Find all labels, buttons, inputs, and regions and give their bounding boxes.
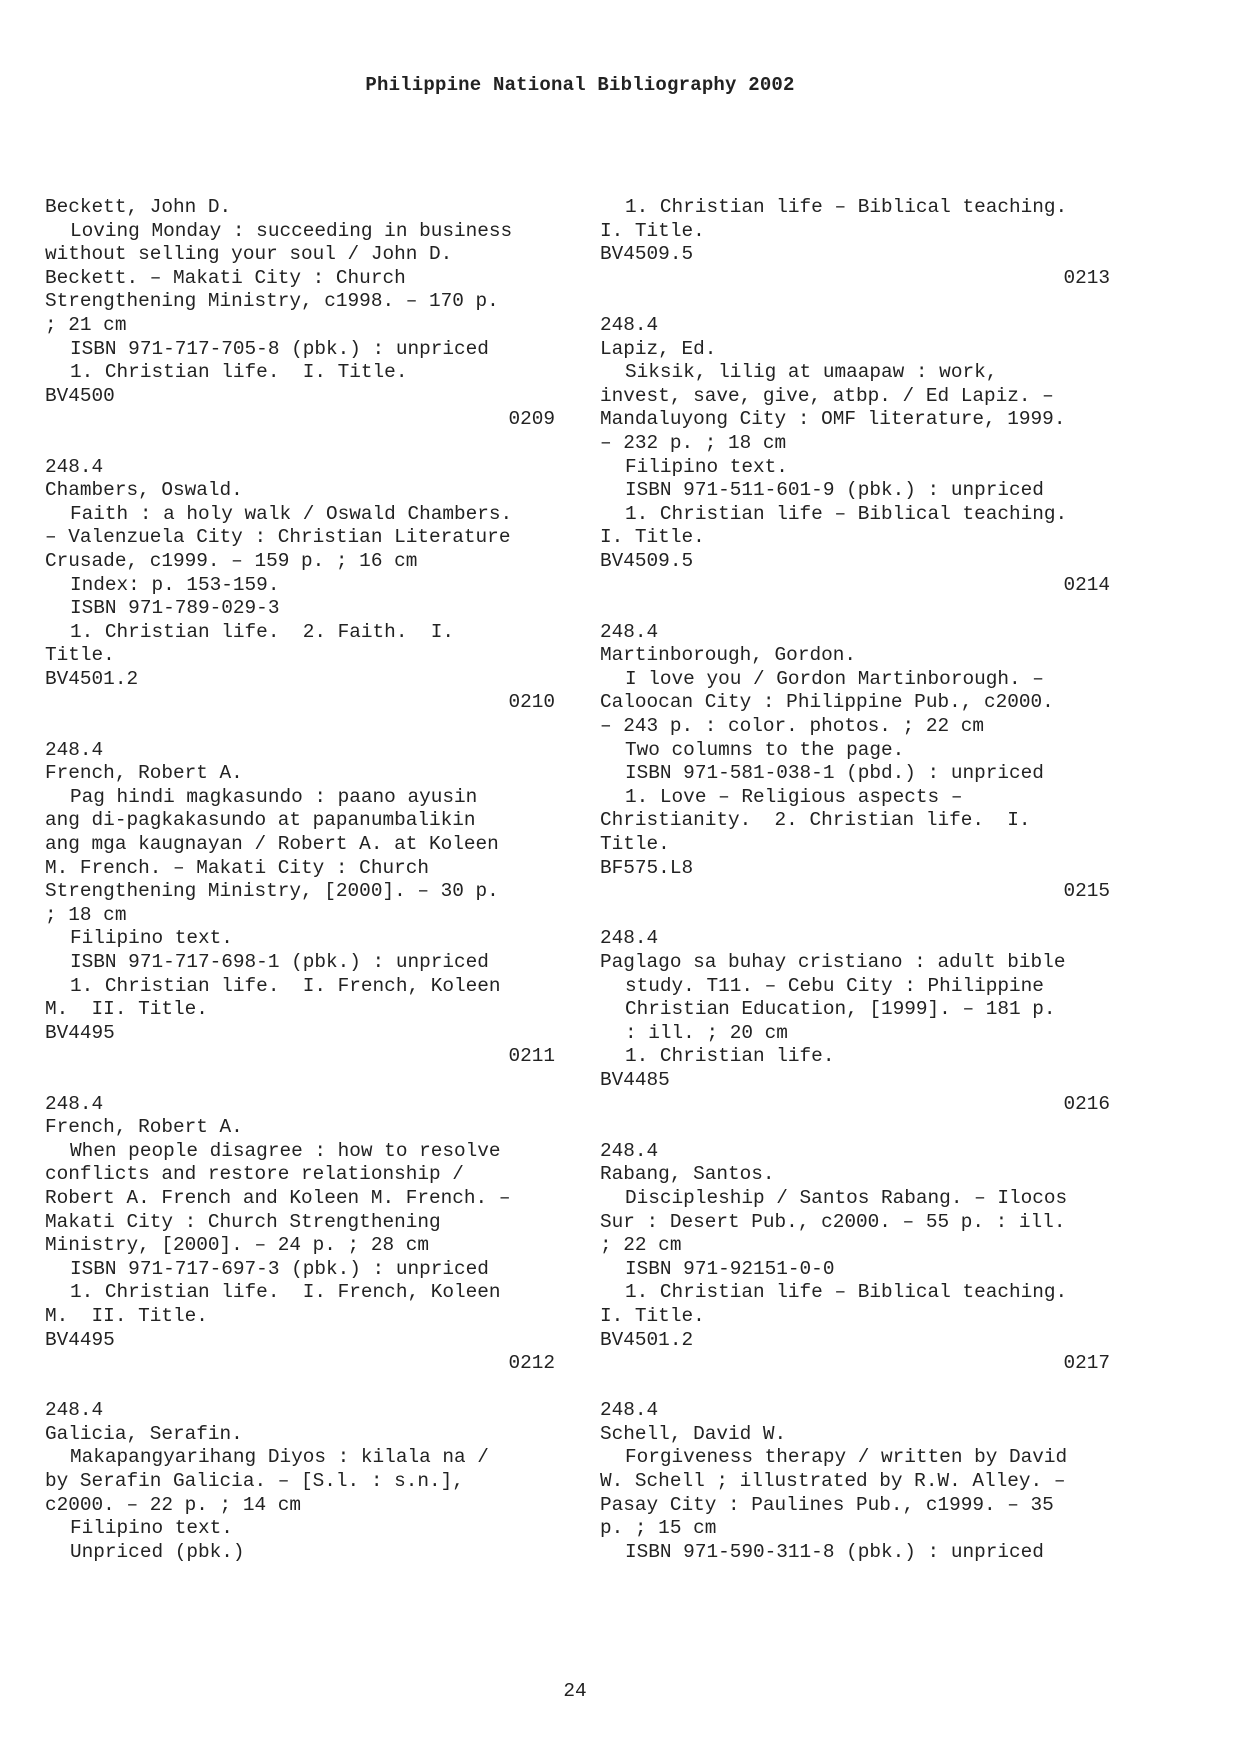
entry-spacer bbox=[600, 904, 1110, 928]
entry-number: 0212 bbox=[508, 1352, 555, 1375]
page-title: Philippine National Bibliography 2002 bbox=[365, 74, 795, 96]
entry-line: ISBN 971-789-029-3 bbox=[70, 597, 280, 620]
entry-line: Makapangyarihang Diyos : kilala na / bbox=[70, 1446, 489, 1469]
entry-line: conflicts and restore relationship / bbox=[45, 1163, 464, 1186]
page-number: 24 bbox=[563, 1680, 587, 1702]
entry-line: Beckett. – Makati City : Church bbox=[45, 266, 406, 289]
entry-line: without selling your soul / John D. bbox=[45, 243, 453, 266]
entry-line: Crusade, c1999. – 159 p. ; 16 cm bbox=[45, 549, 418, 572]
entry-number: 0210 bbox=[508, 691, 555, 714]
entry-line: Paglago sa buhay cristiano : adult bible bbox=[600, 951, 1066, 973]
entry-line: Sur : Desert Pub., c2000. – 55 p. : ill. bbox=[600, 1210, 1066, 1233]
bibliography-entry bbox=[45, 1399, 555, 1564]
entry-line: Beckett, John D. bbox=[45, 196, 232, 218]
entry-line: 1. Christian life. I. French, Koleen bbox=[70, 1281, 501, 1304]
entry-line: 1. Christian life – Biblical teaching. bbox=[625, 1281, 1068, 1304]
entry-line: c2000. – 22 p. ; 14 cm bbox=[45, 1493, 301, 1516]
entry-line: 1. Christian life. I. Title. bbox=[70, 361, 408, 384]
entry-line: ISBN 971-590-311-8 (pbk.) : unpriced bbox=[625, 1540, 1044, 1563]
entry-line: ISBN 971-717-697-3 (pbk.) : unpriced bbox=[70, 1257, 489, 1280]
entry-line: M. II. Title. bbox=[45, 998, 208, 1021]
entry-line: Index: p. 153-159. bbox=[70, 573, 280, 596]
entry-line: I love you / Gordon Martinborough. – bbox=[625, 667, 1044, 690]
entry-line: Galicia, Serafin. bbox=[45, 1422, 243, 1445]
entry-line: ; 18 cm bbox=[45, 903, 127, 926]
entry-line: ; 22 cm bbox=[600, 1234, 682, 1257]
entry-line: W. Schell ; illustrated by R.W. Alley. – bbox=[600, 1470, 1066, 1493]
bibliography-entry bbox=[600, 267, 1110, 291]
entry-line: Pag hindi magkasundo : paano ayusin bbox=[70, 785, 478, 808]
left-column bbox=[45, 196, 555, 1564]
entry-spacer bbox=[45, 1069, 555, 1093]
entry-spacer bbox=[600, 290, 1110, 314]
entry-spacer bbox=[600, 1376, 1110, 1400]
bibliography-entry bbox=[600, 1140, 1110, 1376]
entry-spacer bbox=[45, 432, 555, 456]
entry-line: study. T11. – Cebu City : Philippine bbox=[625, 974, 1044, 997]
entry-line: Strengthening Ministry, c1998. – 170 p. bbox=[45, 290, 499, 313]
entry-line: – 243 p. : color. photos. ; 22 cm bbox=[600, 715, 984, 738]
entry-line: ISBN 971-92151-0-0 bbox=[625, 1257, 835, 1280]
entry-line: Mandaluyong City : OMF literature, 1999. bbox=[600, 408, 1066, 431]
entry-number: 0209 bbox=[508, 408, 555, 431]
bibliography-entry bbox=[45, 1093, 555, 1376]
entry-line: 1. Love – Religious aspects – bbox=[625, 785, 963, 808]
entry-line: invest, save, give, atbp. / Ed Lapiz. – bbox=[600, 384, 1054, 407]
entry-line: BV4500 bbox=[45, 384, 115, 407]
entry-line: Strengthening Ministry, [2000]. – 30 p. bbox=[45, 880, 499, 903]
entry-line: 248.4 bbox=[45, 1092, 104, 1115]
entry-line: Siksik, lilig at umaapaw : work, bbox=[625, 361, 998, 384]
entry-number: 0211 bbox=[508, 1045, 555, 1068]
entry-line: BV4509.5 bbox=[600, 549, 694, 572]
entry-line: I. Title. bbox=[600, 219, 705, 242]
entry-line: BF575.L8 bbox=[600, 856, 694, 879]
entry-line: Ministry, [2000]. – 24 p. ; 28 cm bbox=[45, 1234, 429, 1257]
entry-line: ISBN 971-717-698-1 (pbk.) : unpriced bbox=[70, 951, 489, 973]
entry-line: by Serafin Galicia. – [S.l. : s.n.], bbox=[45, 1470, 464, 1493]
entry-line: Filipino text. bbox=[70, 927, 233, 950]
entry-number: 0213 bbox=[1063, 266, 1110, 289]
bibliography-entry bbox=[600, 314, 1110, 597]
entry-line: ; 21 cm bbox=[45, 313, 127, 336]
entry-number: 0217 bbox=[1063, 1352, 1110, 1375]
entry-line: Forgiveness therapy / written by David bbox=[625, 1446, 1068, 1469]
entry-spacer bbox=[600, 597, 1110, 621]
entry-line: Christianity. 2. Christian life. I. bbox=[600, 809, 1031, 832]
entry-line: Filipino text. bbox=[70, 1517, 233, 1540]
entry-line: 248.4 bbox=[600, 1139, 659, 1162]
entry-number: 0216 bbox=[1063, 1092, 1110, 1115]
entry-line: p. ; 15 cm bbox=[600, 1517, 717, 1540]
entry-line: Lapiz, Ed. bbox=[600, 337, 717, 360]
entry-line: BV4485 bbox=[600, 1068, 670, 1091]
entry-line: Schell, David W. bbox=[600, 1422, 787, 1445]
entry-line: ang di-pagkakasundo at papanumbalikin bbox=[45, 809, 476, 832]
bibliography-entry bbox=[600, 927, 1110, 1116]
entry-line: 1. Christian life. 2. Faith. I. bbox=[70, 620, 454, 643]
entry-spacer bbox=[600, 1116, 1110, 1140]
entry-line: ISBN 971-581-038-1 (pbd.) : unpriced bbox=[625, 762, 1044, 785]
entry-line: 248.4 bbox=[45, 455, 104, 478]
entry-line: BV4495 bbox=[45, 1021, 115, 1044]
entry-line: 248.4 bbox=[600, 1399, 659, 1422]
bibliography-entry bbox=[600, 621, 1110, 904]
bibliography-entry bbox=[600, 1399, 1110, 1564]
entry-spacer bbox=[45, 715, 555, 739]
entry-line: Caloocan City : Philippine Pub., c2000. bbox=[600, 691, 1054, 714]
entry-line: Pasay City : Paulines Pub., c1999. – 35 bbox=[600, 1493, 1054, 1516]
entry-line: 248.4 bbox=[600, 620, 659, 643]
entry-number: 0214 bbox=[1063, 573, 1110, 596]
entry-line: 1. Christian life. bbox=[625, 1045, 835, 1068]
entry-line: Faith : a holy walk / Oswald Chambers. bbox=[70, 502, 513, 525]
entry-line: 248.4 bbox=[600, 313, 659, 336]
entry-line: When people disagree : how to resolve bbox=[70, 1139, 501, 1162]
entry-number: 0215 bbox=[1063, 880, 1110, 903]
entry-line: French, Robert A. bbox=[45, 1116, 243, 1139]
entry-line: Discipleship / Santos Rabang. – Ilocos bbox=[625, 1186, 1068, 1209]
entry-line: BV4501.2 bbox=[45, 667, 139, 690]
entry-line: BV4495 bbox=[45, 1328, 115, 1351]
entry-line: Rabang, Santos. bbox=[600, 1163, 775, 1186]
entry-line: Martinborough, Gordon. bbox=[600, 644, 856, 667]
entry-line: Robert A. French and Koleen M. French. – bbox=[45, 1186, 511, 1209]
entry-line: I. Title. bbox=[600, 526, 705, 549]
entry-line: French, Robert A. bbox=[45, 762, 243, 785]
entry-line: 248.4 bbox=[600, 927, 659, 950]
entry-line: Chambers, Oswald. bbox=[45, 479, 243, 502]
entry-line: Loving Monday : succeeding in business bbox=[70, 219, 513, 242]
entry-line: Title. bbox=[45, 644, 115, 667]
entry-line: BV4501.2 bbox=[600, 1328, 694, 1351]
entry-line: 1. Christian life. I. French, Koleen bbox=[70, 974, 501, 997]
entry-line: I. Title. bbox=[600, 1304, 705, 1327]
entry-line: Title. bbox=[600, 833, 670, 856]
entry-line: Makati City : Church Strengthening bbox=[45, 1210, 441, 1233]
entry-line: 1. Christian life – Biblical teaching. bbox=[625, 196, 1068, 218]
entry-line: 1. Christian life – Biblical teaching. bbox=[625, 502, 1068, 525]
bibliography-entry bbox=[45, 196, 555, 432]
entry-line: ang mga kaugnayan / Robert A. at Koleen bbox=[45, 833, 499, 856]
entry-line: Christian Education, [1999]. – 181 p. bbox=[625, 998, 1056, 1021]
entry-line: : ill. ; 20 cm bbox=[625, 1021, 788, 1044]
entry-line: M. French. – Makati City : Church bbox=[45, 856, 429, 879]
bibliography-entry bbox=[45, 739, 555, 1069]
entry-line: Filipino text. bbox=[625, 455, 788, 478]
entry-line: ISBN 971-511-601-9 (pbk.) : unpriced bbox=[625, 479, 1044, 502]
entry-spacer bbox=[45, 1376, 555, 1400]
entry-line: M. II. Title. bbox=[45, 1304, 208, 1327]
entry-line: 248.4 bbox=[45, 738, 104, 761]
bibliography-entry bbox=[600, 196, 1110, 267]
entry-line: Unpriced (pbk.) bbox=[70, 1540, 245, 1563]
bibliography-entry bbox=[45, 456, 555, 716]
right-column bbox=[600, 196, 1110, 1564]
entry-line: BV4509.5 bbox=[600, 243, 694, 266]
entry-line: ISBN 971-717-705-8 (pbk.) : unpriced bbox=[70, 337, 489, 360]
entry-line: – Valenzuela City : Christian Literature bbox=[45, 526, 511, 549]
entry-line: Two columns to the page. bbox=[625, 738, 905, 761]
entry-line: 248.4 bbox=[45, 1399, 104, 1422]
entry-line: – 232 p. ; 18 cm bbox=[600, 431, 787, 454]
